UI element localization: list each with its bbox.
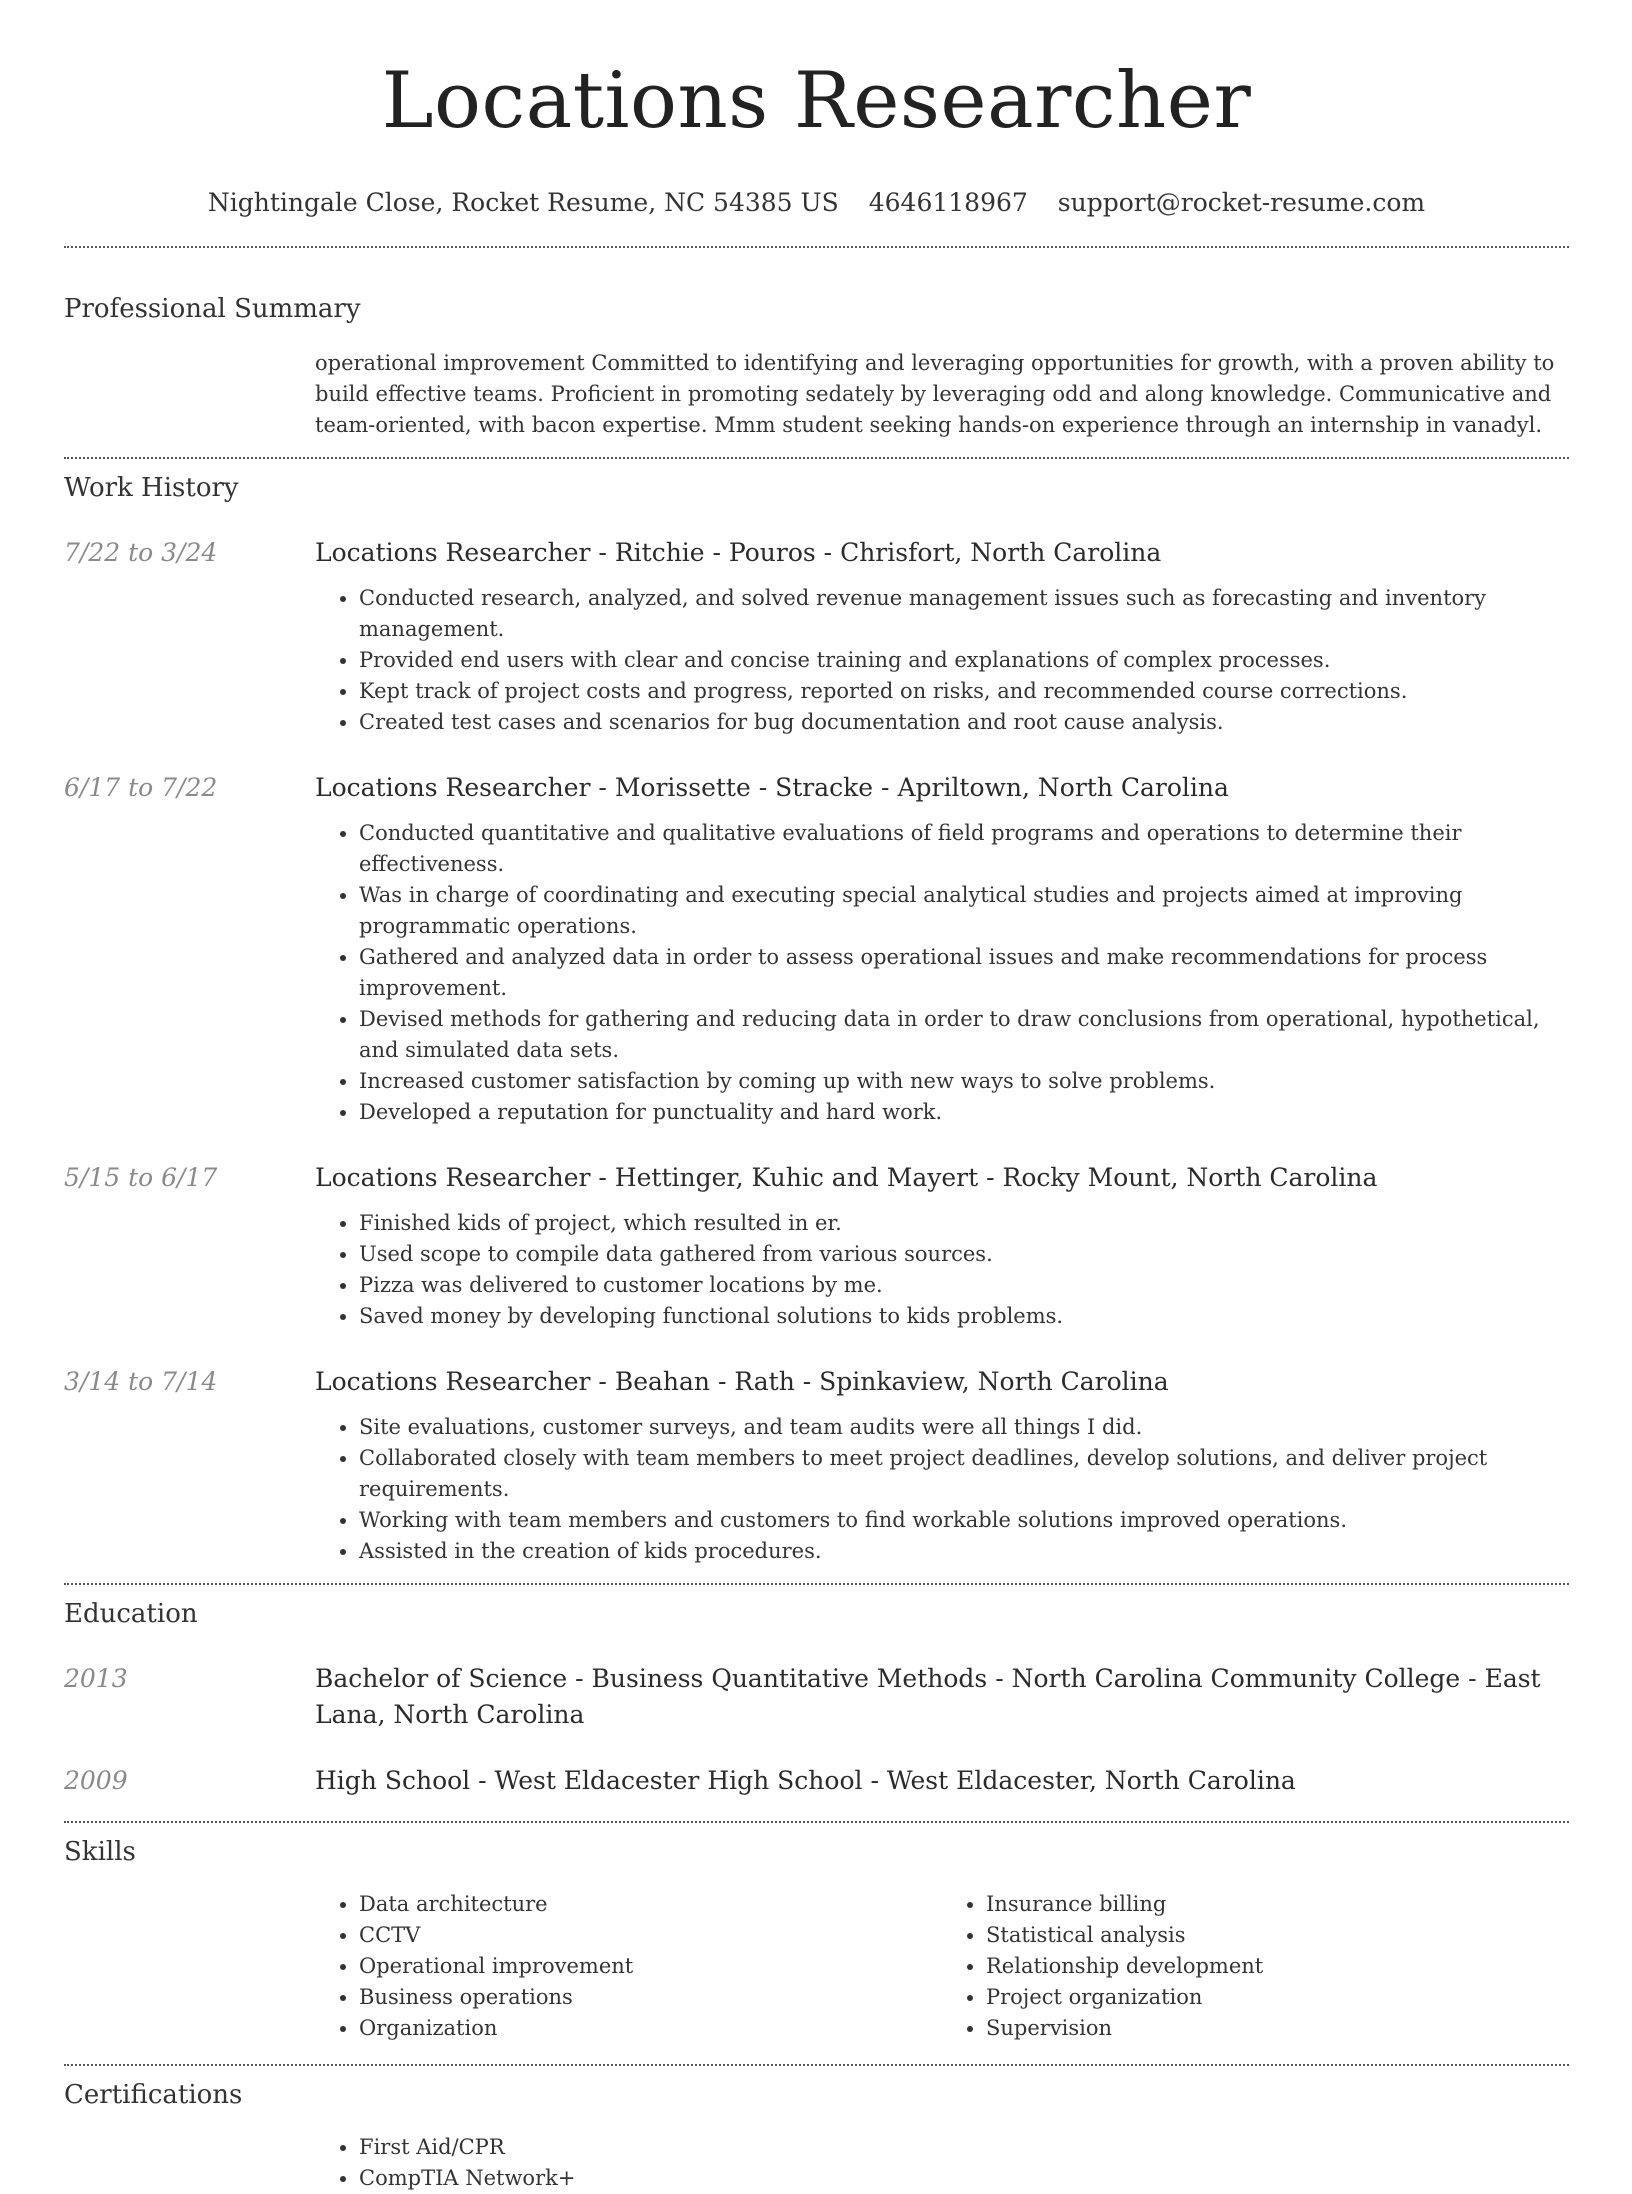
school-location: East Lana, North Carolina xyxy=(315,1664,1541,1729)
school-location: West Eldacester, North Carolina xyxy=(886,1766,1296,1795)
certifications-list xyxy=(315,2132,1569,2194)
work-entry xyxy=(64,535,1569,738)
contact-address: Nightingale Close, Rocket Resume, NC 54385 US xyxy=(207,188,839,217)
education-heading: High School - West Eldacester High School - West Eldacester, North Carolina xyxy=(315,1766,1296,1795)
degree: Bachelor of Science xyxy=(315,1664,568,1693)
section-divider xyxy=(64,1583,1569,1585)
list-item: • First Aid/CPR xyxy=(359,2132,1569,2163)
job-location: Spinkaview, North Carolina xyxy=(819,1367,1169,1396)
list-item: • Pizza was delivered to customer locations by me. xyxy=(359,1270,1569,1301)
work-entry xyxy=(64,1160,1569,1332)
skills-column-left xyxy=(315,1889,942,2044)
education-year: 2009 xyxy=(64,1766,128,1795)
work-heading: Locations Researcher - Beahan - Rath - Spinkaview, North Carolina xyxy=(315,1367,1169,1396)
work-body xyxy=(315,1364,1569,1567)
skills-column-right xyxy=(942,1889,1569,2044)
job-location: Chrisfort, North Carolina xyxy=(840,538,1162,567)
list-item: • Conducted quantitative and qualitative evaluations of field programs and operations to determine their effectiveness. xyxy=(359,818,1569,880)
list-item: • Finished kids of project, which resulted in er. xyxy=(359,1208,1569,1239)
work-body xyxy=(315,1160,1569,1332)
section-divider xyxy=(64,246,1569,248)
job-title: Locations Researcher xyxy=(315,1367,591,1396)
education-entry xyxy=(64,1661,1569,1733)
list-item: • Collaborated closely with team members to meet project deadlines, develop solutions, and deliver project requirements. xyxy=(359,1443,1569,1505)
list-item: • Used scope to compile data gathered from various sources. xyxy=(359,1239,1569,1270)
list-item: • Insurance billing xyxy=(986,1889,1569,1920)
school: North Carolina Community College xyxy=(1011,1664,1461,1693)
job-location: Rocky Mount, North Carolina xyxy=(1002,1163,1378,1192)
resume-page xyxy=(64,0,1569,2194)
list-item: • Was in charge of coordinating and executing special analytical studies and projects aimed at improving programmatic operations. xyxy=(359,880,1569,942)
work-bullets xyxy=(315,1412,1569,1567)
school: West Eldacester High School xyxy=(494,1766,863,1795)
job-company: Ritchie - Pouros xyxy=(614,538,816,567)
work-dates: 3/14 to 7/14 xyxy=(64,1367,218,1396)
certifications-items xyxy=(315,2132,1569,2194)
section-title-work: Work History xyxy=(64,473,239,503)
list-item: • Gathered and analyzed data in order to assess operational issues and make recommendations for process improvement. xyxy=(359,942,1569,1004)
candidate-name: Locations Researcher xyxy=(381,56,1252,146)
work-dates: 6/17 to 7/22 xyxy=(64,773,218,802)
list-item: • Data architecture xyxy=(359,1889,942,1920)
list-item: • Created test cases and scenarios for bug documentation and root cause analysis. xyxy=(359,707,1569,738)
section-title-summary: Professional Summary xyxy=(64,294,361,324)
education-body xyxy=(315,1763,1569,1799)
section-title-skills: Skills xyxy=(64,1837,136,1867)
job-company: Morissette - Stracke xyxy=(614,773,874,802)
list-item: • CCTV xyxy=(359,1920,942,1951)
education-body xyxy=(315,1661,1569,1733)
job-company: Beahan - Rath xyxy=(614,1367,795,1396)
list-item: • Statistical analysis xyxy=(986,1920,1569,1951)
list-item: • Provided end users with clear and concise training and explanations of complex processes. xyxy=(359,645,1569,676)
section-divider xyxy=(64,2064,1569,2066)
contact-email: support@rocket-resume.com xyxy=(1057,188,1426,217)
job-title: Locations Researcher xyxy=(315,1163,591,1192)
list-item: • Devised methods for gathering and reducing data in order to draw conclusions from operational, hypothetical, and simulated data sets. xyxy=(359,1004,1569,1066)
contact-phone: 4646118967 xyxy=(868,188,1028,217)
work-bullets xyxy=(315,818,1569,1128)
education-heading: Bachelor of Science - Business Quantitative Methods - North Carolina Community College - East Lana, North Carolina xyxy=(315,1664,1541,1729)
contact-line xyxy=(64,186,1569,220)
list-item: • Kept track of project costs and progress, reported on risks, and recommended course corrections. xyxy=(359,676,1569,707)
list-item: • CompTIA Network+ xyxy=(359,2163,1569,2194)
education-entry xyxy=(64,1763,1569,1799)
section-title-education: Education xyxy=(64,1599,198,1629)
work-body xyxy=(315,535,1569,738)
work-bullets xyxy=(315,583,1569,738)
work-entry xyxy=(64,1364,1569,1567)
list-item: • Working with team members and customers to find workable solutions improved operations. xyxy=(359,1505,1569,1536)
list-item: • Operational improvement xyxy=(359,1951,942,1982)
work-dates: 5/15 to 6/17 xyxy=(64,1163,218,1192)
list-item: • Conducted research, analyzed, and solved revenue management issues such as forecasting and inventory management. xyxy=(359,583,1569,645)
education-year: 2013 xyxy=(64,1664,128,1693)
list-item: • Organization xyxy=(359,2013,942,2044)
section-divider xyxy=(64,457,1569,459)
job-location: Apriltown, North Carolina xyxy=(897,773,1229,802)
job-title: Locations Researcher xyxy=(315,773,591,802)
list-item: • Business operations xyxy=(359,1982,942,2013)
list-item: • Assisted in the creation of kids procedures. xyxy=(359,1536,1569,1567)
degree: High School xyxy=(315,1766,471,1795)
work-bullets xyxy=(315,1208,1569,1332)
work-body xyxy=(315,770,1569,1128)
list-item: • Developed a reputation for punctuality and hard work. xyxy=(359,1097,1569,1128)
work-heading: Locations Researcher - Morissette - Stracke - Apriltown, North Carolina xyxy=(315,773,1229,802)
list-item: • Relationship development xyxy=(986,1951,1569,1982)
work-dates: 7/22 to 3/24 xyxy=(64,538,218,567)
job-title: Locations Researcher xyxy=(315,538,591,567)
section-title-certifications: Certifications xyxy=(64,2080,243,2110)
list-item: • Project organization xyxy=(986,1982,1569,2013)
summary-text: operational improvement Committed to identifying and leveraging opportunities for growth, with a proven ability to build effective teams. Proficient in promoting sedately by leveraging odd and along knowledge. Communicative and team-oriented, with bacon expertise. Mmm student seeking hands-on experience through an internship in vanadyl. xyxy=(315,351,1555,437)
list-item: • Increased customer satisfaction by coming up with new ways to solve problems. xyxy=(359,1066,1569,1097)
section-divider xyxy=(64,1821,1569,1823)
job-company: Hettinger, Kuhic and Mayert xyxy=(614,1163,979,1192)
skills-list xyxy=(315,1889,1569,2044)
work-heading: Locations Researcher - Ritchie - Pouros - Chrisfort, North Carolina xyxy=(315,538,1162,567)
work-entry xyxy=(64,770,1569,1128)
work-heading: Locations Researcher - Hettinger, Kuhic and Mayert - Rocky Mount, North Carolina xyxy=(315,1163,1378,1192)
field-of-study: Business Quantitative Methods xyxy=(591,1664,988,1693)
list-item: • Saved money by developing functional solutions to kids problems. xyxy=(359,1301,1569,1332)
list-item: • Supervision xyxy=(986,2013,1569,2044)
list-item: • Site evaluations, customer surveys, and team audits were all things I did. xyxy=(359,1412,1569,1443)
